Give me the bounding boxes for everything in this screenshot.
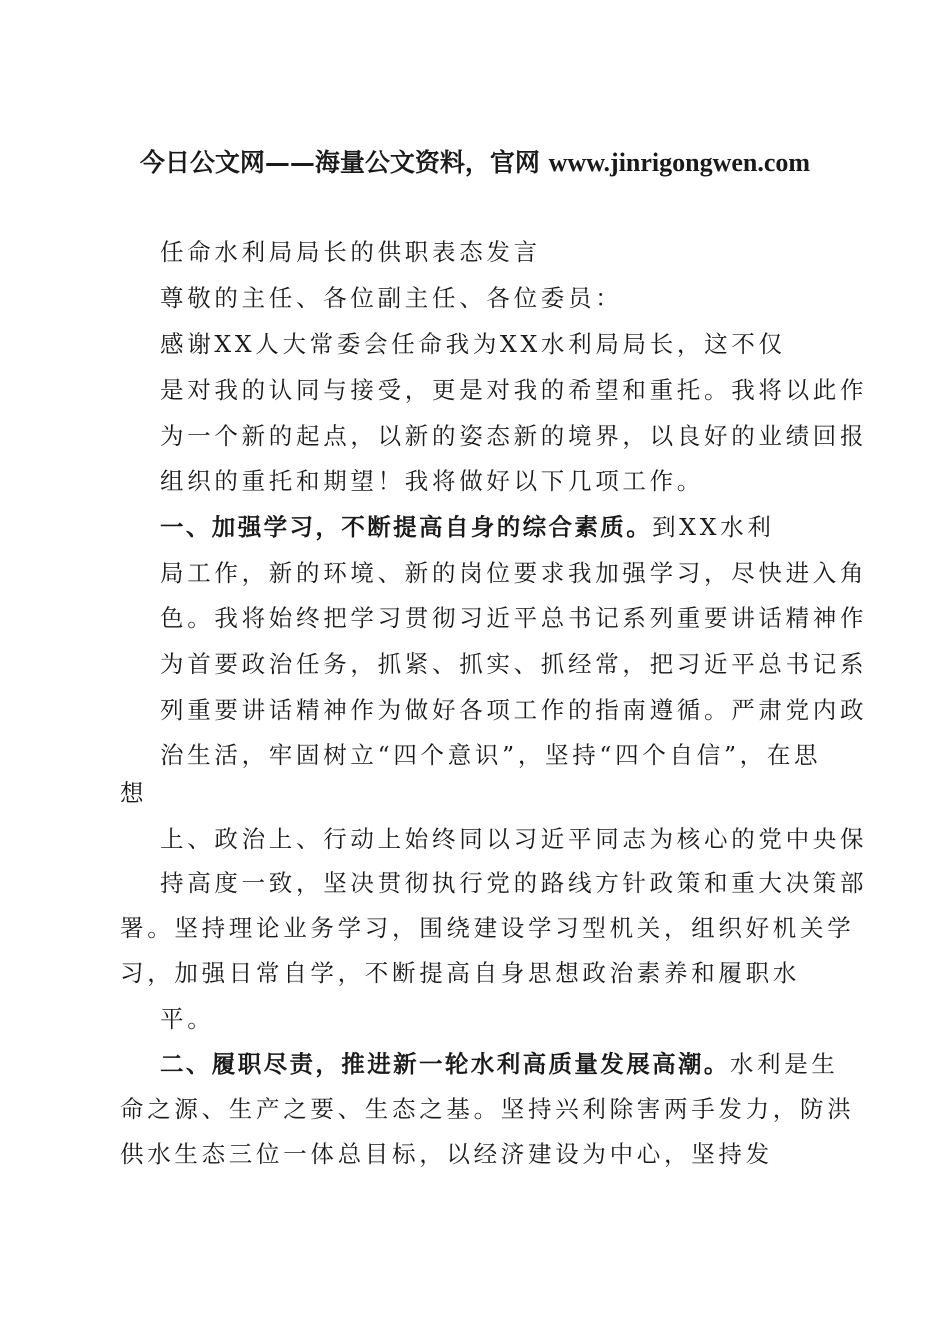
body-line: 组织的重托和期望！我将做好以下几项工作。 xyxy=(160,467,704,495)
body-line: 治生活，牢固树立“四个意识”，坚持“四个自信”，在思 xyxy=(160,741,822,769)
site-banner xyxy=(0,144,950,182)
site-banner-text: 今日公文网——海量公文资料，官网 xyxy=(139,148,540,177)
body-line: 上、政治上、行动上始终同以习近平同志为核心的党中央保 xyxy=(160,825,868,853)
body-line: 色。我将始终把学习贯彻习近平总书记系列重要讲话精神作 xyxy=(160,604,868,632)
body-line: 是对我的认同与接受，更是对我的希望和重托。我将以此作 xyxy=(160,376,868,404)
section-one-line xyxy=(160,511,775,543)
body-line: 命之源、生产之要、生态之基。坚持兴利除害两手发力，防洪 xyxy=(120,1095,855,1123)
body-line: 局工作，新的环境、新的岗位要求我加强学习，尽快进入角 xyxy=(160,559,868,587)
salutation: 尊敬的主任、各位副主任、各位委员： xyxy=(160,284,623,312)
body-text: 水利是生 xyxy=(729,1050,839,1078)
body-line: 想 xyxy=(120,779,148,807)
body-line: 为首要政治任务，抓紧、抓实、抓经常，把习近平总书记系 xyxy=(160,650,868,678)
body-line: 署。坚持理论业务学习，围绕建设学习型机关，组织好机关学 xyxy=(120,914,855,942)
body-line: 持高度一致，坚决贯彻执行党的路线方针政策和重大决策部 xyxy=(160,869,868,897)
body-line: 供水生态三位一体总目标，以经济建设为中心，坚持发 xyxy=(120,1140,773,1168)
body-line: 列重要讲话精神作为做好各项工作的指南遵循。严肃党内政 xyxy=(160,696,868,724)
site-url[interactable]: www.jinrigongwen.com xyxy=(548,148,811,177)
body-line: 为一个新的起点，以新的姿态新的境界，以良好的业绩回报 xyxy=(160,422,868,450)
body-text: 到XX水利 xyxy=(652,513,775,541)
section-one-heading: 一、加强学习，不断提高自身的综合素质。 xyxy=(160,513,653,541)
body-line: 平。 xyxy=(160,1005,215,1033)
section-two-line xyxy=(160,1048,839,1080)
body-line: 习，加强日常自学，不断提高自身思想政治素养和履职水 xyxy=(120,959,800,987)
document-title: 任命水利局局长的供职表态发言 xyxy=(160,238,541,266)
body-line: 感谢XX人大常委会任命我为XX水利局局长，这不仅 xyxy=(160,330,786,358)
section-two-heading: 二、履职尽责，推进新一轮水利高质量发展高潮。 xyxy=(160,1050,730,1078)
